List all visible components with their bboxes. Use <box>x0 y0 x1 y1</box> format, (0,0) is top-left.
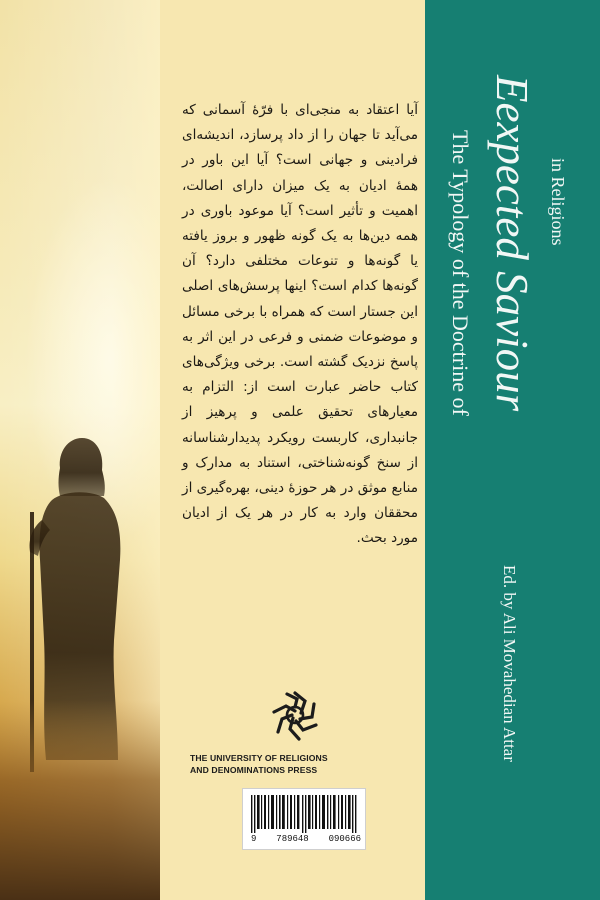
title-line-3: in Religions <box>548 158 568 246</box>
persian-blurb: آیا اعتقاد به منجی‌ای با فرّهٔ آسمانی که می‌آید تا جهان را از داد پرسازد، اندیشه‌ای فرادینی و جهانی است؟ آیا این باور در همهٔ ادیان به یک میزان دارای اصالت، اهمیت و تأثیر است؟ آیا موعود باوری در همه دین‌ها به یک گونه ظهور و بروز یافته یا گونه‌ها و تنوعات مختلفی دارد؟ آن گونه‌ها کدام است؟ اینها پرسش‌های اصلی این جستار است که همراه با برخی مسائل و موضوعات ضمنی و فرعی در این اثر به پاسخ نزدیک گشته است. برخی ویژگی‌های کتاب حاضر عبارت است از: التزام به معیارهای تحقیق علمی و پرهیز از جانبداری، کاربست رویکرد پدیدارشناسانه از سنخ گونه‌شناختی، استناد به مدارک و منابع موثق در هر حوزهٔ دینی، بهره‌گیری از محققان وارد به کار در هر یک از ادیان مورد بحث. <box>182 102 418 547</box>
editor-credit: Ed. by Ali Movahedian Attar <box>500 565 519 762</box>
publisher-line-2: AND DENOMINATIONS PRESS <box>190 765 318 775</box>
barcode-number <box>251 834 361 844</box>
pilgrim-silhouette <box>0 0 160 900</box>
isbn-barcode <box>242 788 366 850</box>
cover-photo <box>0 0 160 900</box>
barcode-digits-left: 789648 <box>276 834 309 844</box>
publisher-line-1: THE UNIVERSITY OF RELIGIONS <box>190 753 328 763</box>
barcode-digits-right: 090666 <box>328 834 361 844</box>
barcode-digit-lead: 9 <box>251 834 257 844</box>
barcode-bars <box>251 795 357 833</box>
knot-logo-icon <box>265 685 325 745</box>
title-line-2: Eexpected Saviour <box>487 75 537 412</box>
title-line-1: The Typology of the Doctrine of <box>448 130 473 416</box>
publisher-name <box>190 752 400 776</box>
